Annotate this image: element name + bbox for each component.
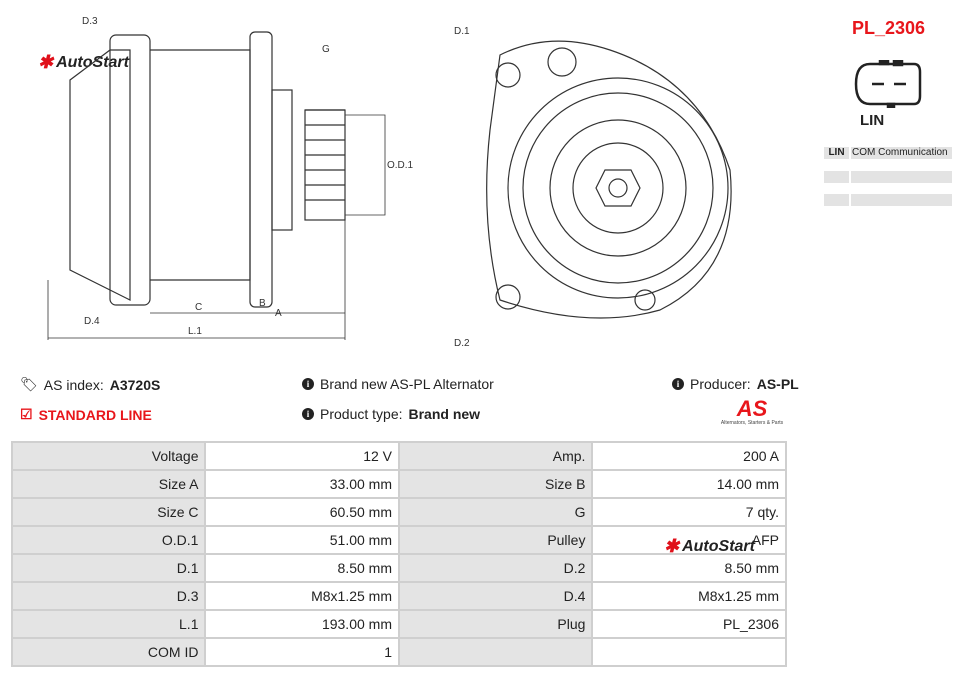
spec-label: Size B — [399, 470, 592, 498]
spec-label: Amp. — [399, 442, 592, 470]
spec-value: M8x1.25 mm — [205, 582, 399, 610]
plug-name: LIN — [860, 112, 885, 129]
spec-value: 1 — [205, 638, 399, 666]
spec-label: Pulley — [399, 526, 592, 554]
spec-row — [12, 610, 786, 638]
spec-row — [12, 498, 786, 526]
spec-value: 51.00 mm — [205, 526, 399, 554]
label-d3: D.3 — [82, 16, 98, 27]
label-c: C — [195, 302, 203, 313]
spec-label: L.1 — [12, 610, 205, 638]
spec-value: 14.00 mm — [592, 470, 786, 498]
spec-label: Size C — [12, 498, 205, 526]
pin-name — [824, 171, 849, 183]
spec-value: 8.50 mm — [592, 554, 786, 582]
label-d2: D.2 — [454, 338, 470, 349]
spec-label — [399, 638, 592, 666]
spec-label: G — [399, 498, 592, 526]
producer: i Producer: AS-PL — [672, 376, 799, 392]
spec-value: 8.50 mm — [205, 554, 399, 582]
pin-desc: COM Communication — [851, 147, 952, 159]
label-g: G — [322, 44, 330, 55]
checkbox-icon: ☑ — [20, 406, 33, 422]
label-l1: L.1 — [188, 326, 202, 337]
label-a: A — [275, 308, 282, 319]
label-d4: D.4 — [84, 316, 100, 327]
spec-label: D.4 — [399, 582, 592, 610]
as-index: 🏷 AS index: A3720S — [20, 376, 161, 393]
spec-value: 60.50 mm — [205, 498, 399, 526]
spec-label: Voltage — [12, 442, 205, 470]
tag-icon: 🏷 — [20, 376, 38, 392]
spec-row — [12, 470, 786, 498]
info-icon: i — [302, 378, 314, 390]
standard-line-badge: ☑ STANDARD LINE — [20, 406, 152, 423]
spec-value: 200 A — [592, 442, 786, 470]
spec-label: Plug — [399, 610, 592, 638]
spec-label: D.3 — [12, 582, 205, 610]
spec-label: D.1 — [12, 554, 205, 582]
logo-star-icon: ✱ — [38, 52, 54, 72]
producer-logo: AS Alternators, Starters & Parts — [720, 396, 784, 426]
info-icon: i — [302, 408, 314, 420]
side-view-drawing — [40, 10, 430, 350]
spec-value: AFP — [592, 526, 786, 554]
pin-desc — [851, 171, 952, 183]
spec-row — [12, 442, 786, 470]
spec-value: 12 V — [205, 442, 399, 470]
spec-value: 7 qty. — [592, 498, 786, 526]
spec-value — [592, 638, 786, 666]
pin-desc — [851, 194, 952, 206]
spec-value: 33.00 mm — [205, 470, 399, 498]
logo-star-icon: ✱ — [664, 536, 680, 556]
pin-name — [824, 194, 849, 206]
autostart-watermark-logo: ✱ AutoStart — [664, 536, 755, 556]
spec-row — [12, 638, 786, 666]
spec-label: D.2 — [399, 554, 592, 582]
autostart-logo: ✱ AutoStart — [38, 52, 129, 72]
label-d1: D.1 — [454, 26, 470, 37]
pin-name: LIN — [824, 147, 849, 159]
spec-label: Size A — [12, 470, 205, 498]
label-od1: O.D.1 — [387, 160, 414, 171]
product-type: i Product type: Brand new — [302, 406, 480, 422]
info-icon: i — [672, 378, 684, 390]
plug-connector-icon — [852, 60, 924, 108]
description: i Brand new AS-PL Alternator — [302, 376, 494, 392]
spec-row — [12, 554, 786, 582]
spec-value: PL_2306 — [592, 610, 786, 638]
spec-label: O.D.1 — [12, 526, 205, 554]
label-b: B — [259, 298, 266, 309]
spec-label: COM ID — [12, 638, 205, 666]
plug-code: PL_2306 — [852, 18, 926, 38]
spec-value: M8x1.25 mm — [592, 582, 786, 610]
spec-value: 193.00 mm — [205, 610, 399, 638]
front-view-drawing — [440, 20, 750, 350]
spec-row — [12, 582, 786, 610]
